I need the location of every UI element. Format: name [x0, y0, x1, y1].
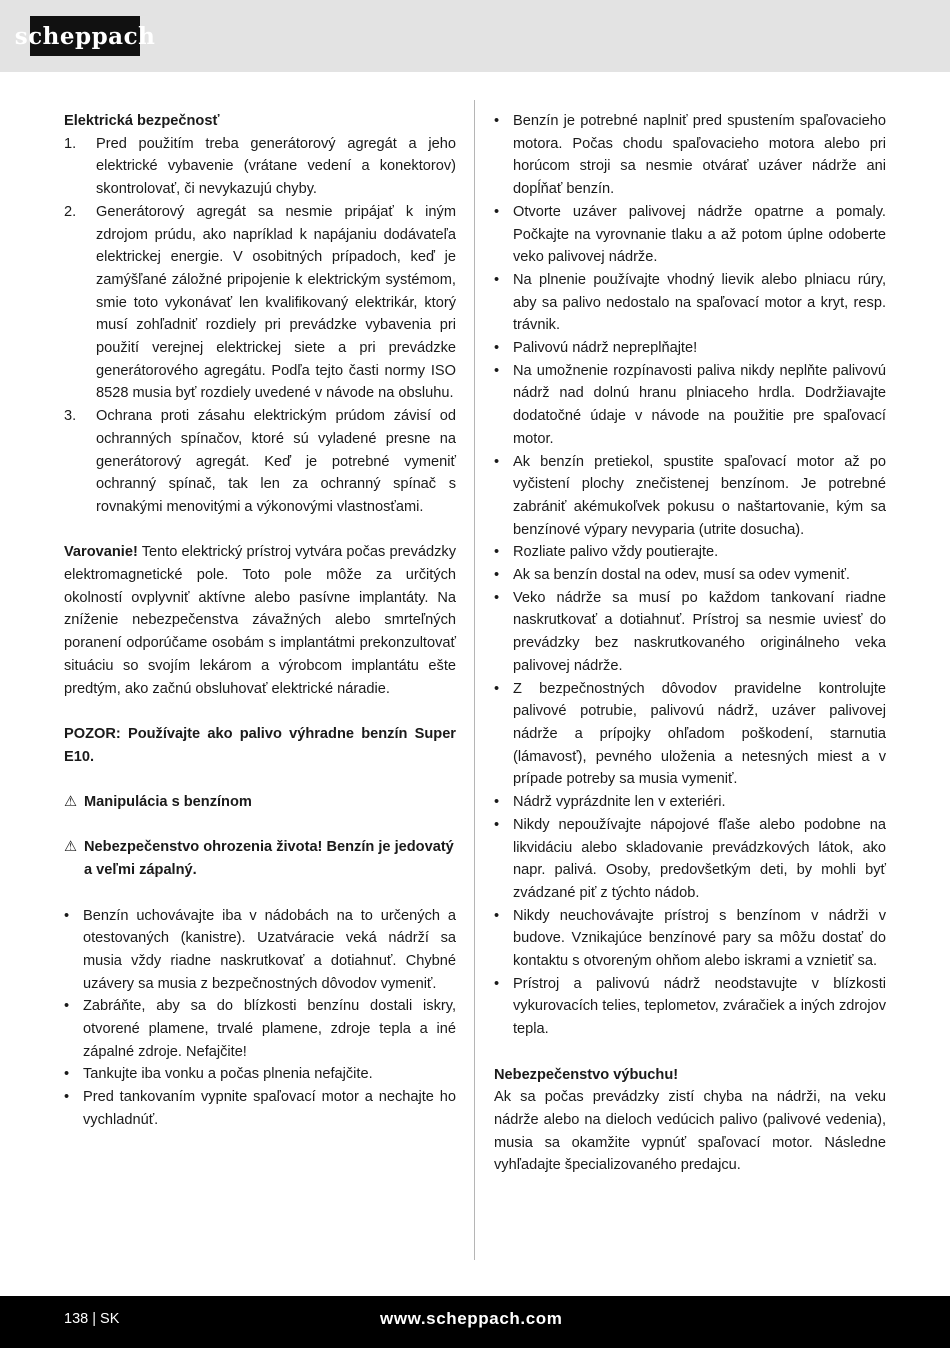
warning-paragraph: Varovanie! Tento elektrický prístroj vytvára počas prevádzky elektromagnetické pole. Toto pole môže za určitých okolností ovplyvniť aktívne alebo pasívne implantáty. Na zníženie nebezpečenstva závažných alebo smrteľných poranení odporúčame osobám s implantátmi prekonzultovať situáciu so svojím lekárom a výrobcom implantátu ešte predtým, ako začnú obsluhovať elektrické náradie.: [64, 544, 456, 697]
list-item: • Zabráňte, aby sa do blízkosti benzínu dostali iskry, otvorené plamene, trvalé plamene, zdroje tepla a iné zápalné zdroje. Nefajčite!: [64, 995, 456, 1063]
list-item: • Prístroj a palivovú nádrž neodstavujte v blízkosti vykurovacích telies, teplometov, zváračiek a iných zdrojov tepla.: [494, 973, 886, 1041]
website-url: www.scheppach.com: [380, 1309, 563, 1328]
fuel-handling-list: [64, 905, 456, 1132]
footer-bar: [0, 1296, 950, 1348]
list-item: • Otvorte uzáver palivovej nádrže opatrne a pomaly. Počkajte na vyrovnanie tlaku a až potom úplne odoberte veko palivovej nádrže.: [494, 201, 886, 269]
bullet-icon: •: [64, 1066, 70, 1083]
left-column: [64, 110, 456, 1132]
list-item: • Na plnenie používajte vhodný lievik alebo plniacu rúry, aby sa palivo nedostalo na spaľovací motor a kryt, resp. trávnik.: [494, 269, 886, 337]
fuel-handling-heading: ⚠ Manipulácia s benzínom: [64, 791, 456, 814]
bullet-icon: •: [494, 680, 500, 697]
list-item: • Nikdy neuchovávajte prístroj s benzínom v nádrži v budove. Vznikajúce benzínové pary sa môžu dostať do kontaktu s otvoreným ohňom alebo iskrami a vznietiť sa.: [494, 905, 886, 973]
column-divider: [474, 100, 475, 1260]
bullet-icon: •: [494, 544, 500, 561]
list-item: • Benzín je potrebné naplniť pred spustením spaľovacieho motora. Počas chodu spaľovacieho motora alebo pri horúcom stroji sa nesmie otvárať uzáver nádrže ani dopĺňať benzín.: [494, 110, 886, 201]
bullet-icon: •: [64, 1089, 70, 1106]
list-item: • Palivovú nádrž nepreplňajte!: [494, 337, 886, 360]
electrical-safety-list: [64, 133, 456, 519]
danger-heading: ⚠ Nebezpečenstvo ohrozenia života! Benzín je jedovatý a veľmi zápalný.: [64, 836, 456, 881]
list-item: • Ak benzín pretiekol, spustite spaľovací motor až po vyčistení plochy znečistenej benzínom. Je potrebné zabrániť akémukoľvek pokusu o naštartovanie, kým sa benzínové výpary nevyparia (utrite dosucha).: [494, 451, 886, 542]
list-item: • Veko nádrže sa musí po každom tankovaní riadne naskrutkovať a dotiahnuť. Prístroj sa nesmie uviesť do prevádzky bez naskrutkovaného originálneho veka palivovej nádrže.: [494, 587, 886, 678]
bullet-icon: •: [494, 907, 500, 924]
explosion-paragraph: Ak sa počas prevádzky zistí chyba na nádrži, na veku nádrže alebo na dieloch vedúcich palivo (palivové vedenia), musia sa okamžite vypnúť spaľovací motor. Následne vyhľadajte špecializovaného predajcu.: [494, 1089, 886, 1174]
warning-triangle-icon: ⚠: [64, 839, 78, 856]
right-column: [494, 110, 886, 1177]
bullet-icon: •: [494, 453, 500, 470]
header-band: [0, 0, 950, 72]
bullet-icon: •: [64, 907, 70, 924]
bullet-icon: •: [494, 362, 500, 379]
list-item: • Z bezpečnostných dôvodov pravidelne kontrolujte palivové potrubie, palivovú nádrž, uzáver palivovej nádrže a prípojky ohľadom poškodení, starnutia (lámavosť), pevného uloženia a netesných miest a v prípade potreby sa musia vymeniť.: [494, 678, 886, 792]
list-item: 1. Pred použitím treba generátorový agregát a jeho elektrické vybavenie (vrátane vedení a konektorov) skontrolovať, či nevykazujú chyby.: [64, 135, 456, 198]
bullet-icon: •: [494, 203, 500, 220]
explosion-heading: Nebezpečenstvo výbuchu!: [494, 1066, 679, 1083]
bullet-icon: •: [64, 998, 70, 1015]
bullet-icon: •: [494, 816, 500, 833]
bullet-icon: •: [494, 567, 500, 584]
page-number: 138 | SK: [64, 1311, 120, 1327]
bullet-icon: •: [494, 794, 500, 811]
list-item: 2. Generátorový agregát sa nesmie pripájať k iným zdrojom prúdu, ako napríklad k napájaniu dodávateľa elektrickej energie. V osobitných prípadoch, keď je zamýšľané záložné pripojenie k elektrickým systémom, smie toto vykonávať len kvalifikovaný elektrikár, ktorý musí zohľadniť rozdiely pri prevádzke vybavenia pri použití verejnej elektrickej siete a pri prevádzke generátorového agregátu. Podľa tejto časti normy ISO 8528 musia byť rozdiely uvedené v návode na obsluhu.: [64, 203, 456, 402]
warning-label: Varovanie!: [64, 544, 138, 561]
list-item: 3. Ochrana proti zásahu elektrickým prúdom závisí od ochranných spínačov, ktoré sú vyladené presne na generátorový agregát. Keď je potrebné vymeniť ochranný spínač, tak len za ochranný spínač s rovnakými menovitými a výkonovými vlastnosťami.: [64, 408, 456, 515]
bullet-icon: •: [494, 271, 500, 288]
list-item: • Tankujte iba vonku a počas plnenia nefajčite.: [64, 1063, 456, 1086]
list-item: • Pred tankovaním vypnite spaľovací motor a nechajte ho vychladnúť.: [64, 1086, 456, 1131]
bullet-icon: •: [494, 975, 500, 992]
electrical-safety-heading: Elektrická bezpečnosť: [64, 113, 220, 129]
bullet-icon: •: [494, 340, 500, 357]
pozor-notice: POZOR: Používajte ako palivo výhradne benzín Super E10.: [64, 725, 456, 765]
list-item: • Nádrž vyprázdnite len v exteriéri.: [494, 791, 886, 814]
warning-triangle-icon: ⚠: [64, 794, 78, 811]
brand-logo: scheppach: [30, 16, 140, 56]
list-item: • Na umožnenie rozpínavosti paliva nikdy neplňte palivovú nádrž nad dolnú hranu plniaceho hrdla. Dodržiavajte dodatočné údaje v návode na použitie pre spaľovací motor.: [494, 360, 886, 451]
bullet-icon: •: [494, 113, 500, 129]
list-item: • Ak sa benzín dostal na odev, musí sa odev vymeniť.: [494, 564, 886, 587]
list-item: • Benzín uchovávajte iba v nádobách na to určených a otestovaných (kanistre). Uzatváracie veká nádrží sa musia vždy riadne naskrutkovať a dotiahnuť. Chybné uzávery sa musia z bezpečnostných dôvodov vymeniť.: [64, 905, 456, 996]
list-item: • Rozliate palivo vždy poutierajte.: [494, 541, 886, 564]
bullet-icon: •: [494, 589, 500, 606]
fuel-safety-list: [494, 110, 886, 1041]
list-item: • Nikdy nepoužívajte nápojové fľaše alebo podobne na likvidáciu alebo skladovanie prevádzkových látok, ako napr. palivá. Osoby, predovšetkým deti, by mohli byť zvádzané piť z týchto nádob.: [494, 814, 886, 905]
